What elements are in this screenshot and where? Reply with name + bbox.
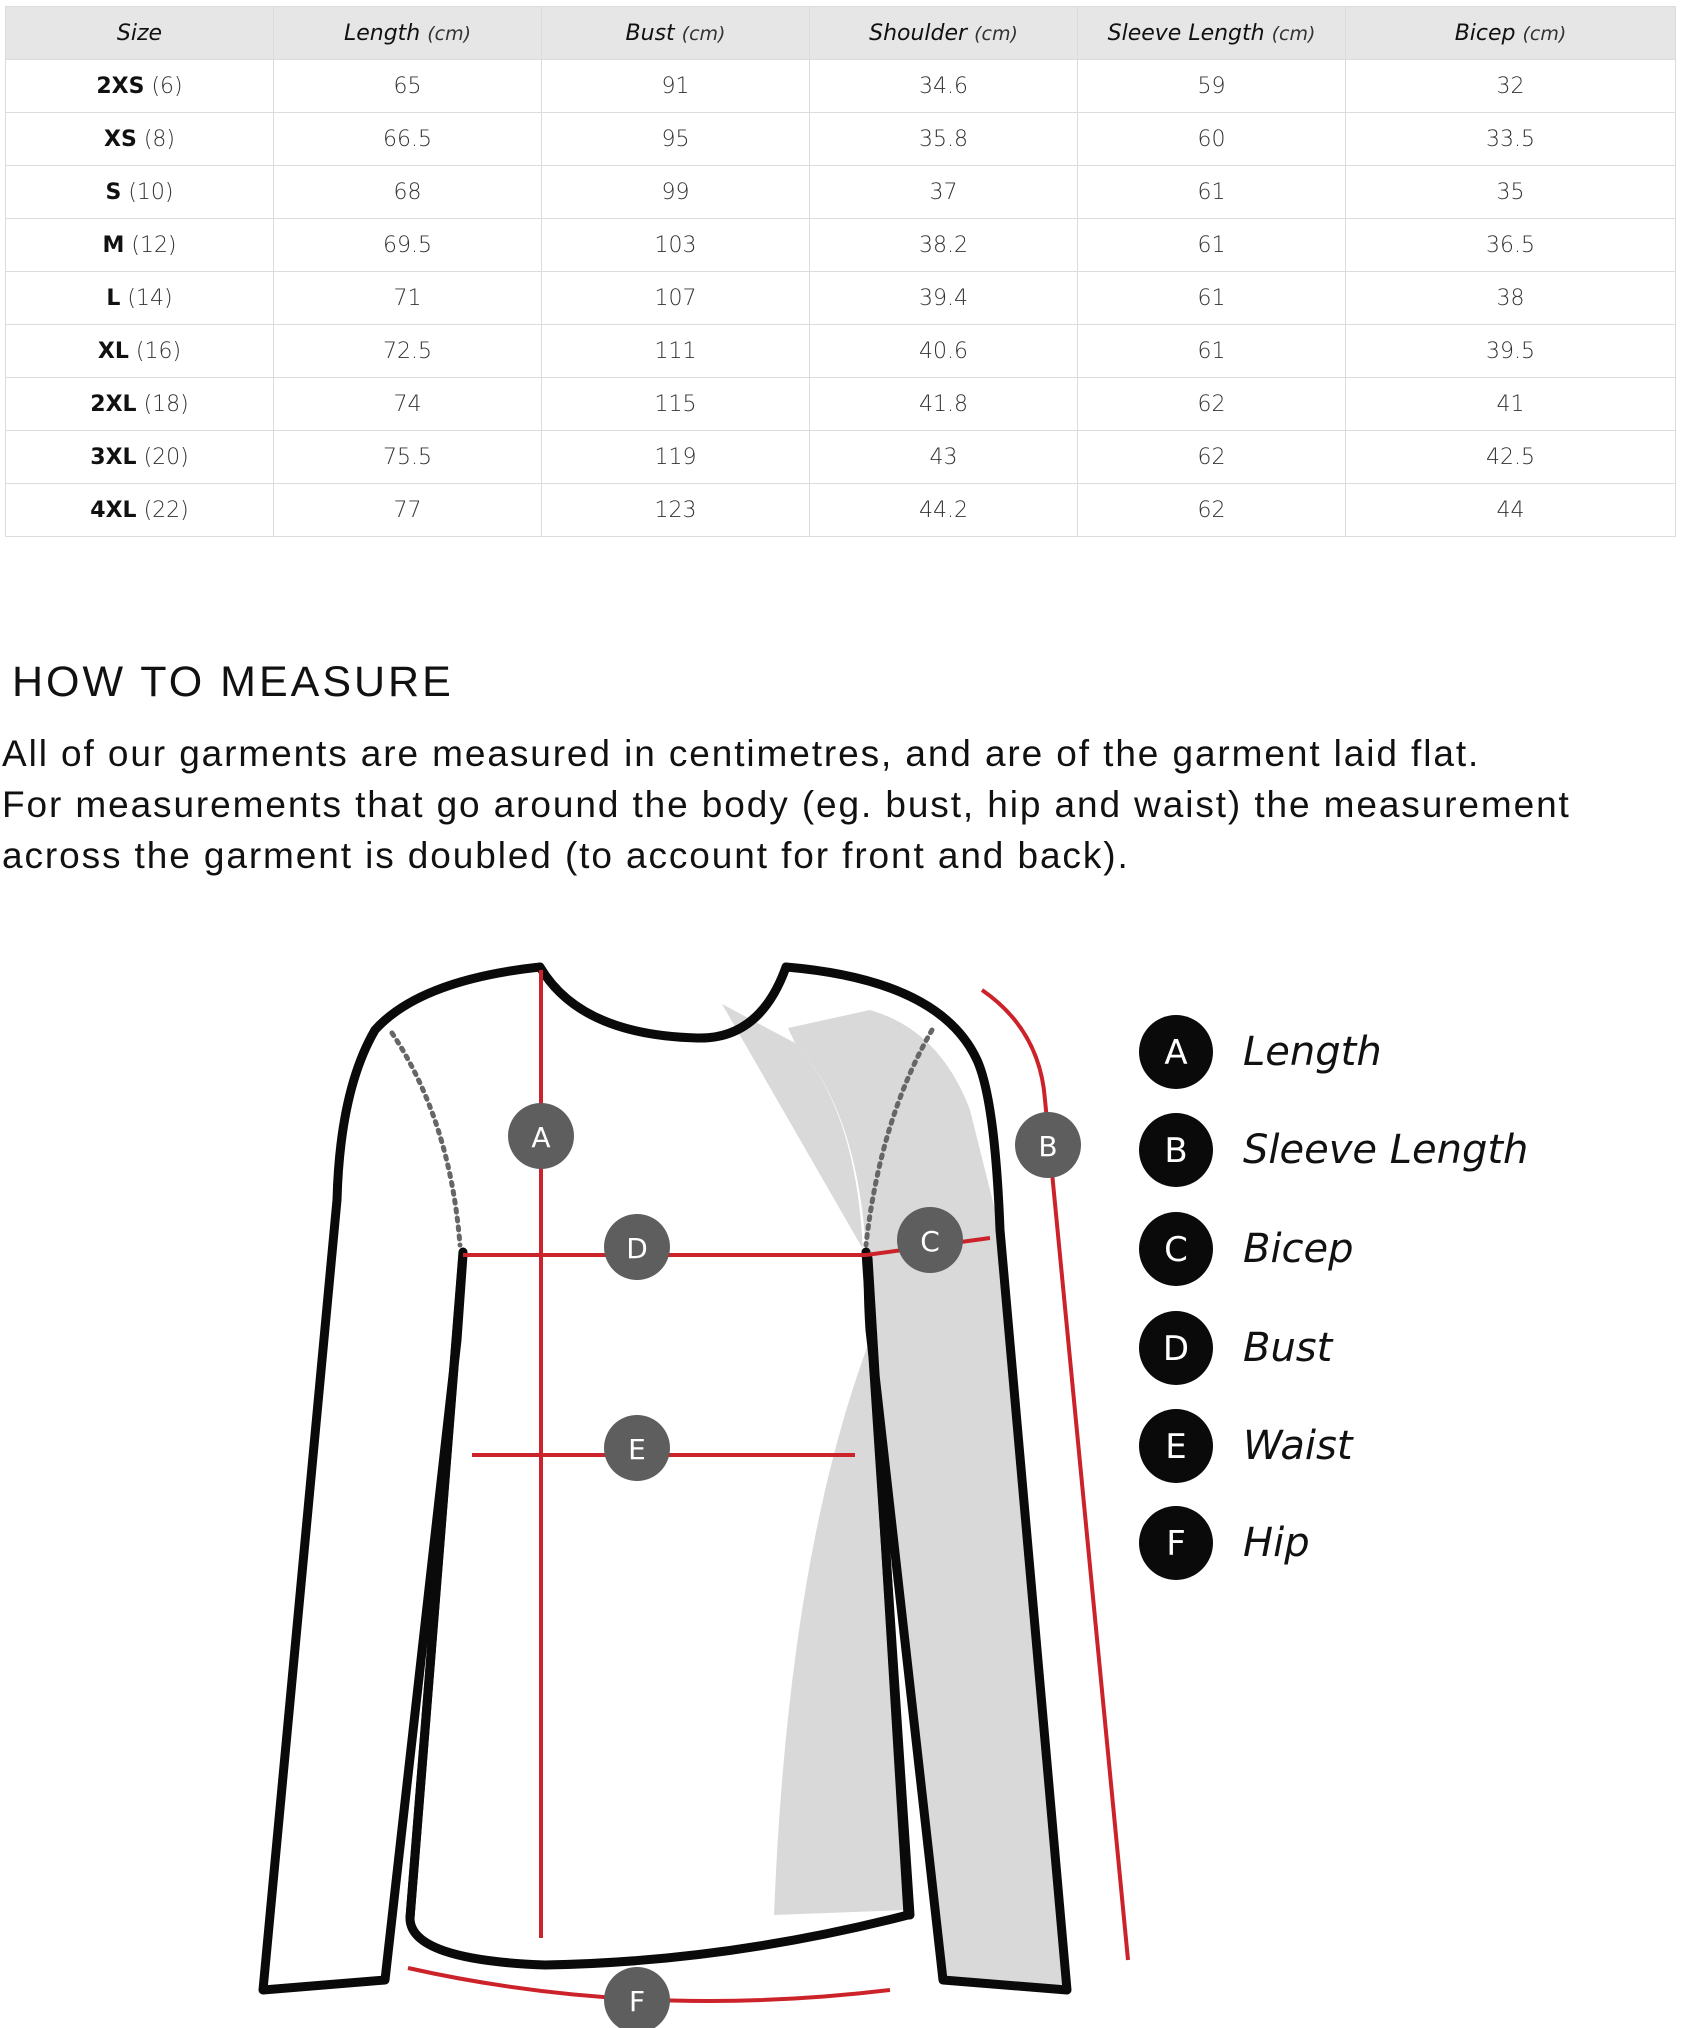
measurement-cell: 39.4 (810, 272, 1078, 325)
measurement-cell: 43 (810, 431, 1078, 484)
measurement-cell: 66.5 (274, 113, 542, 166)
measurement-cell: 42.5 (1346, 431, 1676, 484)
header-sleeve-length: Sleeve Length (cm) (1078, 7, 1346, 60)
measurement-cell: 65 (274, 60, 542, 113)
svg-text:B: B (1038, 1130, 1058, 1163)
measurement-cell: 32 (1346, 60, 1676, 113)
measurement-cell: 60 (1078, 113, 1346, 166)
legend-item (1139, 1409, 1354, 1483)
svg-text:Sleeve Length: Sleeve Length (1243, 1127, 1529, 1173)
instruction-line: across the garment is doubled (to account for front and back). (2, 835, 1130, 876)
svg-text:D: D (626, 1232, 648, 1265)
svg-text:Length: Length (1243, 1029, 1382, 1075)
measurement-cell: 34.6 (810, 60, 1078, 113)
size-au: (6) (151, 73, 183, 99)
measurement-cell: 40.6 (810, 325, 1078, 378)
measurement-cell: 41 (1346, 378, 1676, 431)
label-e (604, 1415, 670, 1481)
svg-text:E: E (628, 1433, 646, 1466)
size-au: (10) (128, 179, 174, 205)
svg-text:Bicep: Bicep (1243, 1226, 1354, 1272)
measurement-cell: 69.5 (274, 219, 542, 272)
svg-text:Hip: Hip (1243, 1520, 1310, 1566)
measurement-cell: 35.8 (810, 113, 1078, 166)
measurement-cell: 62 (1078, 378, 1346, 431)
measurement-cell: 77 (274, 484, 542, 537)
measurement-cell: 68 (274, 166, 542, 219)
measurement-cell: 74 (274, 378, 542, 431)
measurement-cell: 61 (1078, 219, 1346, 272)
measurement-cell: 123 (542, 484, 810, 537)
legend-item (1139, 1212, 1354, 1286)
measurement-cell: 107 (542, 272, 810, 325)
header-bust: Bust (cm) (542, 7, 810, 60)
measurement-cell: 33.5 (1346, 113, 1676, 166)
measurement-cell: 39.5 (1346, 325, 1676, 378)
header-size: Size (6, 7, 274, 60)
header-shoulder: Shoulder (cm) (810, 7, 1078, 60)
legend-item (1139, 1311, 1334, 1385)
svg-text:F: F (1166, 1524, 1186, 1564)
measurement-cell: 41.8 (810, 378, 1078, 431)
size-au: (12) (131, 232, 177, 258)
svg-text:A: A (531, 1121, 551, 1154)
measurement-cell: 91 (542, 60, 810, 113)
header-length: Length (cm) (274, 7, 542, 60)
measurement-cell: 62 (1078, 431, 1346, 484)
size-code: L (106, 285, 121, 311)
measurement-cell: 95 (542, 113, 810, 166)
measurement-cell: 36.5 (1346, 219, 1676, 272)
measurement-cell: 38.2 (810, 219, 1078, 272)
armhole-seam-left (392, 1033, 460, 1245)
legend-item (1139, 1113, 1528, 1187)
svg-text:F: F (628, 1985, 646, 2018)
instruction-line: All of our garments are measured in centimetres, and are of the garment laid flat. (2, 733, 1481, 774)
size-code: XS (104, 126, 137, 152)
size-code: 2XL (90, 391, 137, 417)
measurement-cell: 75.5 (274, 431, 542, 484)
label-d (604, 1214, 670, 1280)
svg-text:C: C (920, 1225, 940, 1258)
svg-text:E: E (1165, 1427, 1187, 1467)
measurement-cell: 44 (1346, 484, 1676, 537)
measurement-cell: 44.2 (810, 484, 1078, 537)
size-code: 4XL (90, 497, 137, 523)
measurement-cell: 71 (274, 272, 542, 325)
measurement-cell: 61 (1078, 166, 1346, 219)
measurement-cell: 111 (542, 325, 810, 378)
size-code: 3XL (90, 444, 137, 470)
size-code: 2XS (96, 73, 145, 99)
label-b (1015, 1112, 1081, 1178)
measurement-legend (1139, 1015, 1528, 1580)
legend-item (1139, 1506, 1310, 1580)
measurement-cell: 38 (1346, 272, 1676, 325)
measurement-cell: 99 (542, 166, 810, 219)
measurement-cell: 35 (1346, 166, 1676, 219)
size-au: (14) (127, 285, 173, 311)
measurement-cell: 72.5 (274, 325, 542, 378)
label-c (897, 1207, 963, 1273)
size-au: (22) (143, 497, 189, 523)
measurement-cell: 61 (1078, 272, 1346, 325)
size-au: (8) (143, 126, 175, 152)
svg-text:Waist: Waist (1243, 1423, 1353, 1469)
size-code: M (102, 232, 125, 258)
measurement-cell: 61 (1078, 325, 1346, 378)
how-to-measure-title: HOW TO MEASURE (12, 658, 454, 706)
measurement-cell: 37 (810, 166, 1078, 219)
svg-text:D: D (1162, 1329, 1190, 1369)
measurement-cell: 119 (542, 431, 810, 484)
svg-text:B: B (1164, 1131, 1188, 1171)
measurement-cell: 59 (1078, 60, 1346, 113)
measurement-cell: 115 (542, 378, 810, 431)
size-au: (20) (143, 444, 189, 470)
size-au: (18) (143, 391, 189, 417)
side-seam-left (410, 1252, 463, 1918)
label-f (604, 1967, 670, 2028)
label-a (508, 1103, 574, 1169)
svg-text:C: C (1164, 1230, 1188, 1270)
svg-text:A: A (1164, 1033, 1188, 1073)
size-code: S (105, 179, 122, 205)
svg-text:Bust: Bust (1243, 1325, 1333, 1371)
instruction-line: For measurements that go around the body (eg. bust, hip and waist) the measurement (2, 784, 1571, 825)
measurement-cell: 62 (1078, 484, 1346, 537)
header-bicep: Bicep (cm) (1346, 7, 1676, 60)
size-code: XL (97, 338, 129, 364)
legend-item (1139, 1015, 1382, 1089)
size-au: (16) (135, 338, 182, 364)
measurement-cell: 103 (542, 219, 810, 272)
